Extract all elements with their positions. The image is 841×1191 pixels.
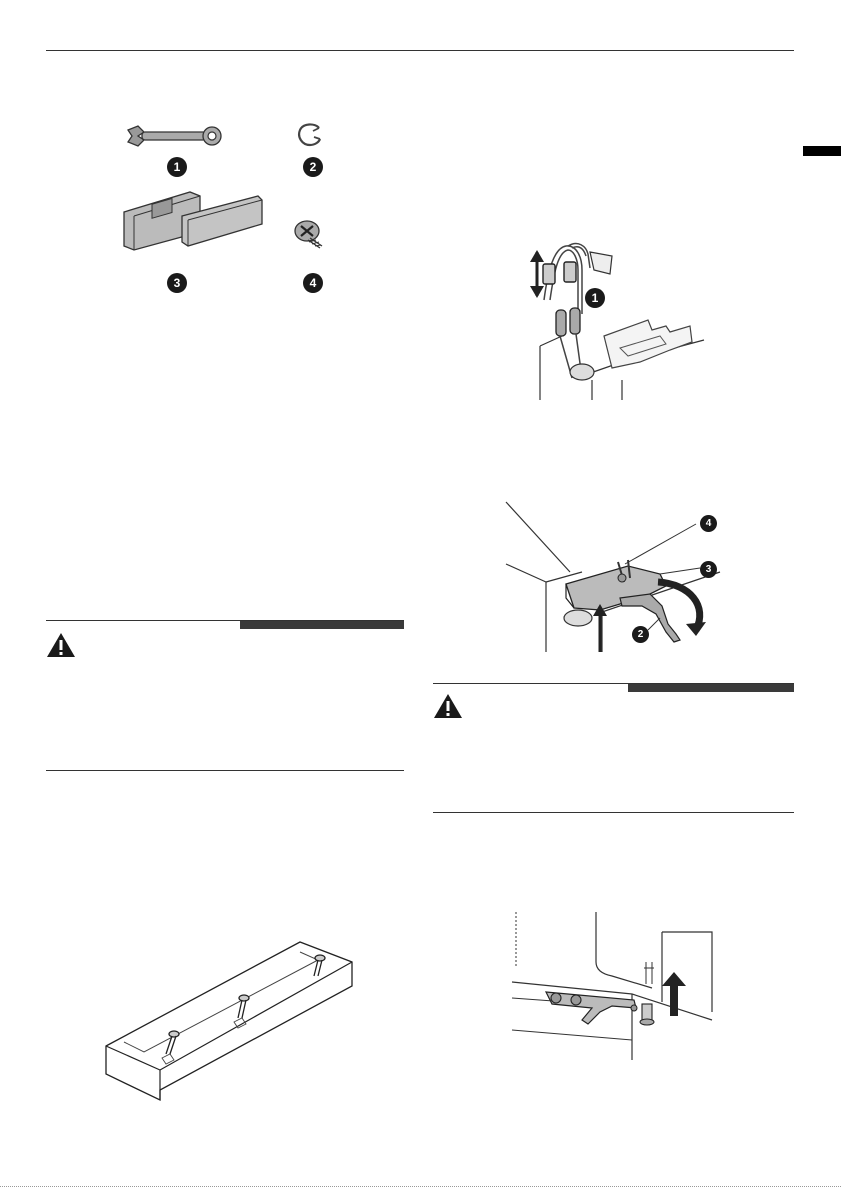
warning-right-bottom-rule xyxy=(433,812,794,813)
wire-connector-illustration xyxy=(520,240,720,400)
screw-icon xyxy=(292,218,326,252)
warning-left-bar xyxy=(240,621,404,629)
hinge-callout-4: 4 xyxy=(700,515,717,532)
warning-left-bottom-rule xyxy=(46,770,404,771)
warning-triangle-icon xyxy=(433,693,463,719)
hinge-callout-3: 3 xyxy=(700,561,717,578)
lower-cover-illustration xyxy=(104,938,356,1100)
warning-triangle-icon xyxy=(46,632,76,658)
language-tab xyxy=(803,146,841,156)
hinge-illustration xyxy=(500,502,730,652)
warning-right-bar xyxy=(628,684,794,692)
hinge-callout-2: 2 xyxy=(632,626,649,643)
wire-callout-1: 1 xyxy=(585,288,605,308)
part-callout-2: 2 xyxy=(303,157,323,177)
e-ring-icon xyxy=(295,122,325,148)
part-callout-3: 3 xyxy=(167,273,187,293)
page-bottom-edge xyxy=(0,1186,841,1187)
door-lift-illustration xyxy=(512,912,714,1060)
part-callout-1: 1 xyxy=(167,157,187,177)
part-callout-4: 4 xyxy=(303,273,323,293)
header-rule xyxy=(46,50,794,51)
wrench-icon xyxy=(124,122,224,152)
plastic-cover-icon xyxy=(118,188,266,254)
